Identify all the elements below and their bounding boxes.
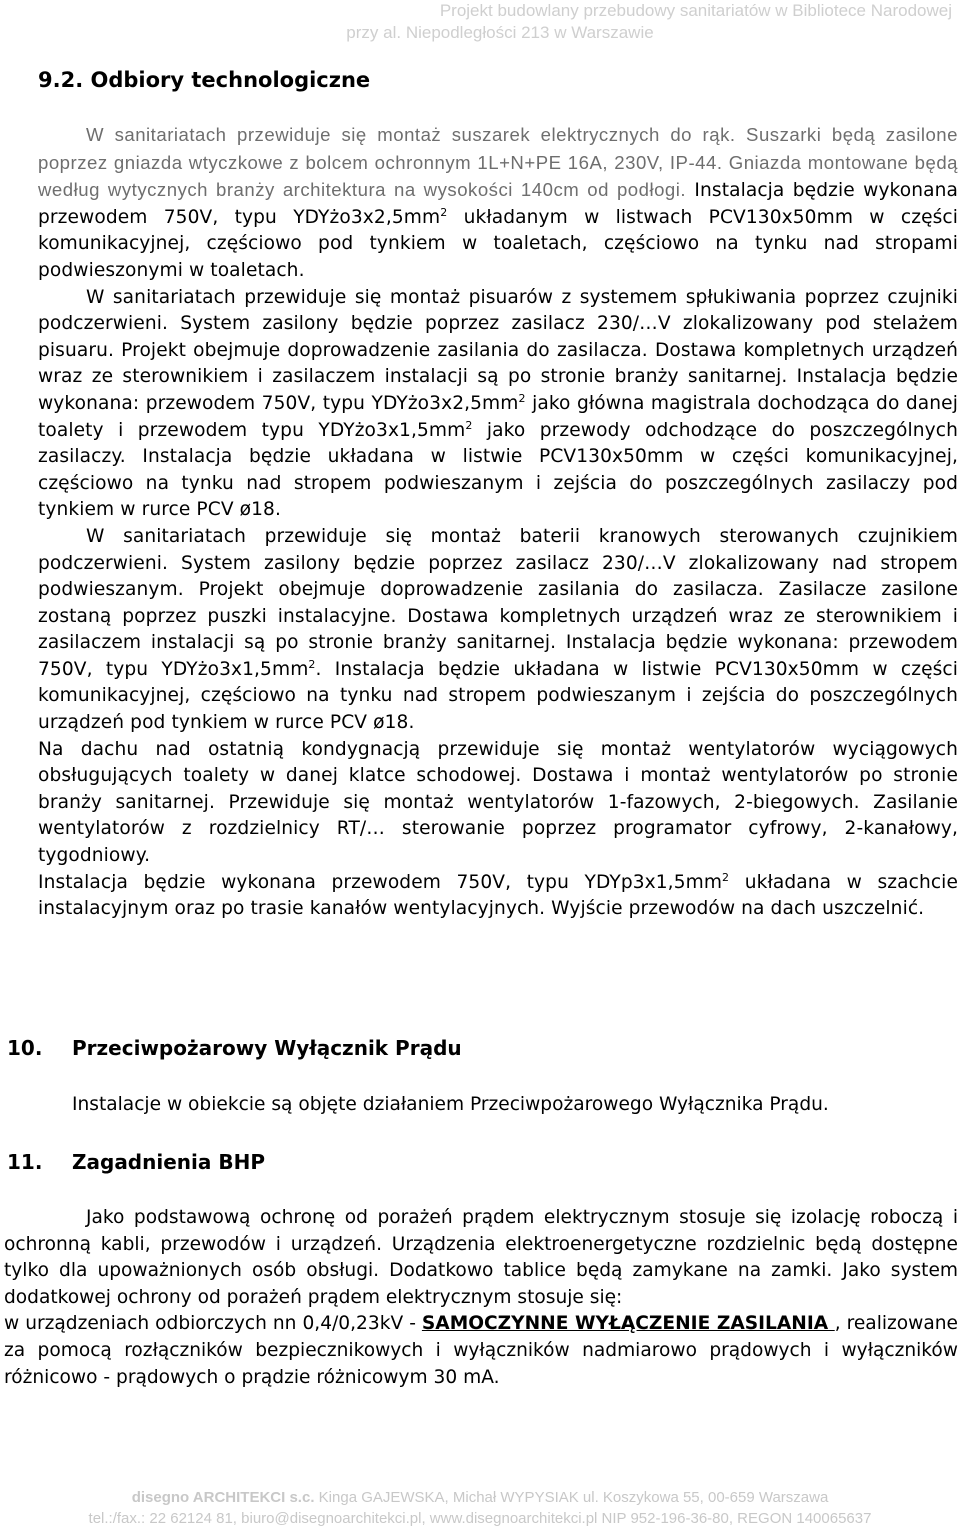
section-11-heading: Zagadnienia BHP [72,1150,265,1174]
footer-company-name: disegno ARCHITEKCI s.c. [131,1489,315,1506]
section-10-text: Instalacje w obiekcie są objęte działaniem Przeciwpożarowego Wyłącznika Prądu. [72,1094,829,1115]
paragraph-taps-b: . Instalacja będzie układana w listwie PCV130x50mm w części komunikacyjnej, częściowo na tynku nad stropem podwieszanym i zejścia do poszczególnych urządzeń pod tynkiem w rurce PCV ø18. [38,658,959,734]
paragraph-fan-cabling [38,870,958,923]
page-footer [0,1487,960,1529]
paragraph-protection: Jako podstawową ochronę od porażeń prądem elektrycznym stosuje się izolację roboczą i ochronną kabli, przewodów i urządzeń. Urządzenia elektroenergetyczne rozdzielnic będą dostępne tylko dla upoważnionych osób obsługi. Dodatkowo tablice będą zamykane na zamki. Jako system dodatkowej ochrony od porażeń prądem elektrycznym stosuje się: [4,1207,958,1308]
paragraph-dryers-install-a: Instalacja będzie wykonana przewodem 750V, typu YDYżo3x2,5mm [38,180,958,228]
footer-line-1 [0,1487,960,1508]
section-9-2-body [38,122,958,923]
paragraph-fan-cabling-b: układana w szachcie instalacyjnym oraz po trasie kanałów wentylacyjnych. Wyjście przewodów na dach uszczelnić. [38,871,958,920]
superscript: 2 [722,870,730,884]
paragraph-dryers [38,122,958,285]
section-10-number: 10. [7,1036,43,1060]
paragraph-dryers-gray-text: W sanitariatach przewiduje się montaż suszarek elektrycznych do rąk. Suszarki będą zasilone poprzez gniazda wtyczkowe z bolcem ochronnym 1L+N+PE 16A, 230V, IP-44. Gniazda montowane będą według wytycznych branży architektura na wysokości 140cm od podłogi. [38,124,958,201]
superscript: 2 [440,205,448,219]
paragraph-fans: Na dachu nad ostatnią kondygnacją przewiduje się montaż wentylatorów wyciągowych obsługujących toalety w danej klatce schodowej. Dostawa i montaż wentylatorów po stronie branży sanitarnej. Przewiduje się montaż wentylatorów 1-fazowych, 2-biegowych. Zasilanie wentylatorów z rozdzielnicy RT/… sterowanie poprzez programator cyfrowy, 2-kanałowy, tygodniowy. [38,738,958,867]
paragraph-taps-a: W sanitariatach przewiduje się montaż baterii kranowych sterowanych czujnikiem podczerwieni. System zasilony będzie poprzez zasilacz 230/…V zlokalizowany nad stropem podwieszanym. Projekt obejmuje doprowadzenie zasilania do zasilacza. Zasilacze zasilone zostaną poprzez puszki instalacyjne. Dostawa kompletnych urządzeń wraz ze sterownikiem i zasilaczem instalacji są po stronie branży sanitarnej. Instalacja będzie wykonana: przewodem 750V, typu YDYżo3x1,5mm [38,525,958,680]
footer-line-2: tel.:/fax.: 22 62124 81, biuro@disegnoarchitekci.pl, www.disegnoarchitekci.pl NIP 952-196-36-80, REGON 140065637 [88,1510,872,1527]
header-address: przy al. Niepodległości 213 w Warszawie [346,23,654,42]
paragraph-urinals-b: jako główna magistrala dochodząca do danej toalety i przewodem typu YDYżo3x1,5mm [38,392,958,441]
paragraph-auto-disconnect [4,1311,958,1391]
superscript: 2 [518,391,526,405]
header-project-title: Projekt budowlany przebudowy sanitariatów w Bibliotece Narodowej [439,1,952,20]
section-9-2-heading: 9.2. Odbiory technologiczne [38,68,371,92]
superscript: 2 [465,418,473,432]
paragraph-fan-cabling-a: Instalacja będzie wykonana przewodem 750V, typu YDYp3x1,5mm [38,871,723,893]
paragraph-urinals-c: jako przewody odchodzące do poszczególnych zasilaczy. Instalacja będzie układana w listwie PCV130x50mm w części komunikacyjnej, częściowo na tynku nad stropem podwieszanym i zejścia do poszczególnych zasilaczy pod tynkiem w rurce PCV ø18. [38,419,958,521]
paragraph-taps [38,524,958,737]
section-11-body [4,1205,958,1391]
paragraph-urinals [38,285,958,524]
paragraph-auto-disconnect-a: w urządzeniach odbiorczych nn 0,4/0,23kV - [4,1313,422,1335]
paragraph-dryers-install-b: układanym w listwach PCV130x50mm w części komunikacyjnej, częściowo pod tynkiem w toaletach, częściowo na tynku nad stropami podwieszonymi w toaletach. [38,206,958,281]
footer-partners-address: Kinga GAJEWSKA, Michał WYPYSIAK ul. Koszykowa 55, 00-659 Warszawa [314,1489,829,1506]
auto-disconnect-emphasis: SAMOCZYNNE WYŁĄCZENIE ZASILANIA [421,1313,835,1335]
superscript: 2 [308,657,316,671]
paragraph-auto-disconnect-b: , realizowane za pomocą rozłączników bezpiecznikowych i wyłączników nadmiarowo prądowych i wyłączników różnicowo - prądowych o prądzie różnicowym 30 mA. [4,1313,958,1388]
section-11-number: 11. [7,1150,43,1174]
section-10-heading: Przeciwpożarowy Wyłącznik Prądu [72,1036,462,1060]
paragraph-urinals-a: W sanitariatach przewiduje się montaż pisuarów z systemem spłukiwania poprzez czujniki podczerwieni. System zasilony będzie poprzez zasilacz 230/…V zlokalizowany pod stelażem pisuaru. Projekt obejmuje doprowadzenie zasilania do zasilacza. Dostawa kompletnych urządzeń wraz ze sterownikiem i zasilaczem instalacji są po stronie branży sanitarnej. Instalacja będzie wykonana: przewodem 750V, typu YDYżo3x2,5mm [38,286,958,414]
